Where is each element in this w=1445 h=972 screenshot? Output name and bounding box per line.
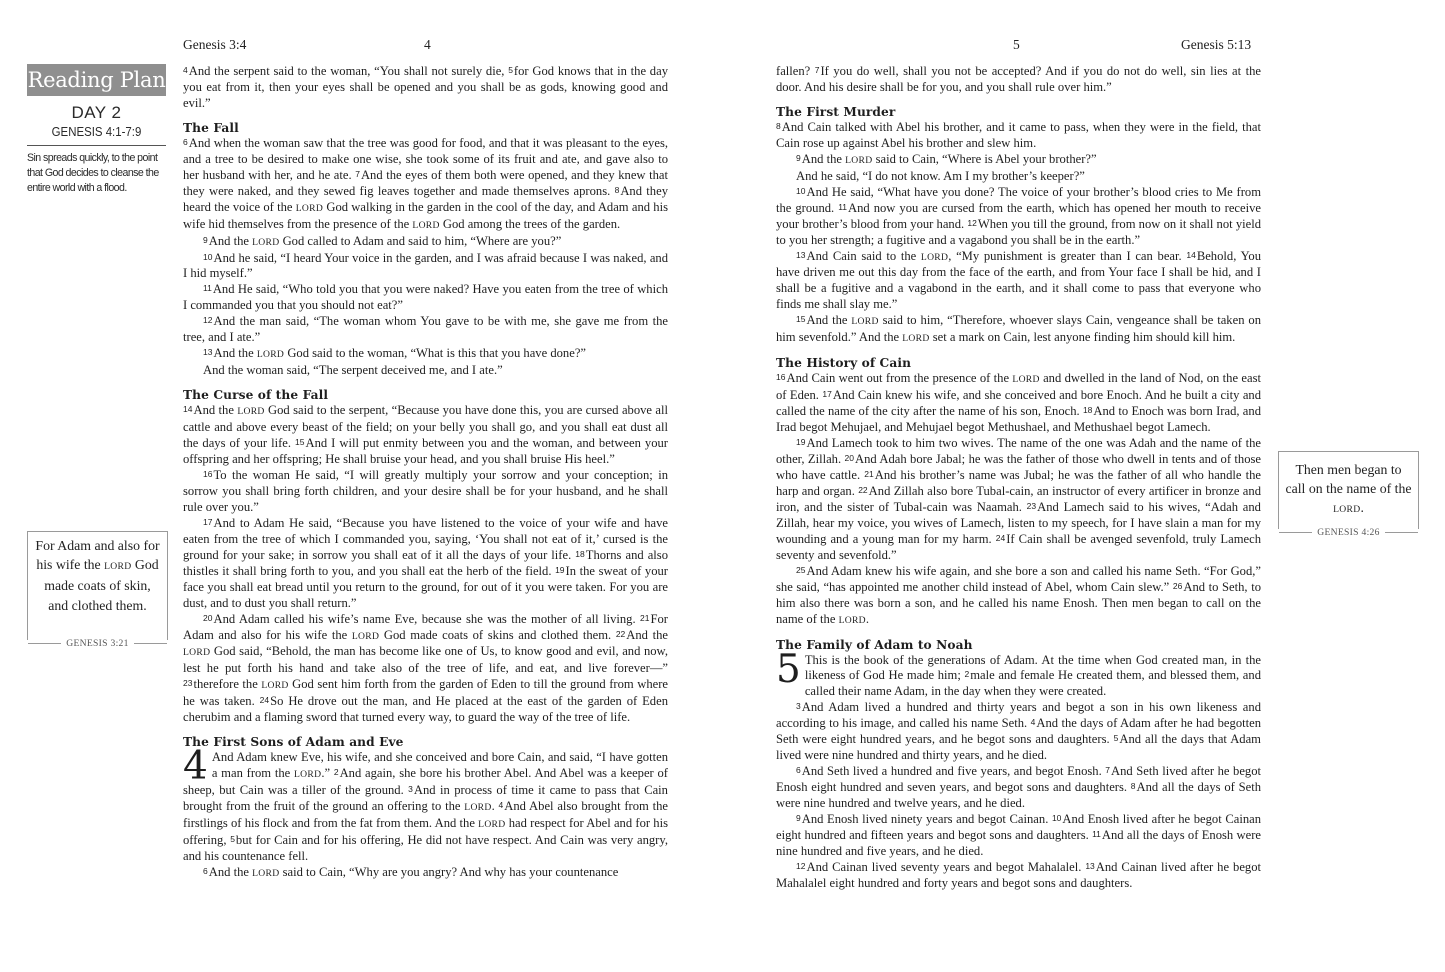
quote-reference-right: GENESIS 4:26 xyxy=(1279,527,1418,538)
verse-paragraph: $^{10}$And He said, “What have you done? The voice of your brother’s blood cries to Me from the ground. $^{11}$And now you are cursed from the earth, which has opened her mouth to receive your brother’s blood from your hand. $^{12}$When you till the ground, from now on it shall not yield to you her strength; a fugitive and a vagabond you shall be in the earth.” xyxy=(776,184,1262,247)
verse-paragraph: fallen? $^7$If you do well, shall you not be accepted? And if you do not do well, sin lies at the door. And his desire shall be for you, and you shall rule over him.” xyxy=(776,64,1261,94)
verse-paragraph: $^{10}$And he said, “I heard Your voice in the garden, and I was afraid because I was naked, and I hid myself.” xyxy=(183,250,668,281)
verse-paragraph: And he said, “I do not know. Am I my brother’s keeper?” xyxy=(796,168,1085,183)
verse-paragraph: $^{12}$And the man said, “The woman whom You gave to be with me, she gave me from the tree, and I ate.” xyxy=(183,314,668,345)
verse-paragraph: 5 This is the book of the generations of Adam. At the time when God created man, in the likeness of God He made him; $^2$male and female He created them, and blessed them, and called their name Adam, in the day when they were created. xyxy=(776,646,1261,699)
verse-paragraph: $^9$And the LORD God called to Adam and said to him, “Where are you?” xyxy=(203,233,562,248)
section-heading-fall: The Fall xyxy=(183,120,239,135)
verse-paragraph: $^6$And the LORD said to Cain, “Why are you angry? And why has your countenance xyxy=(203,864,619,879)
verse-paragraph: $^6$And Seth lived a hundred and five years, and begot Enosh. $^7$And Seth lived after he begot Enosh eight hundred and seven years, and begot sons and daughters. $^8$And all the days of Seth were nine hundred and twelve years, and he died. xyxy=(776,764,1261,811)
verse-paragraph: And the woman said, “The serpent deceived me, and I ate.” xyxy=(203,363,503,378)
verse-paragraph: $^8$And Cain talked with Abel his brother, and it came to pass, when they were in the field, that Cain rose up against Abel his brother and slew him. xyxy=(776,119,1261,150)
verse-paragraph: $^{19}$And Lamech took to him two wives. The name of the one was Adah and the name of the other, Zillah. $^{20}$And Adah bore Jabal; he was the father of those who dwell in tents and of those who have cattle. $^{21}$And his brother’s name was Jubal; he was the father of all who handle the harp and organ. $^{22}$And Zillah also bore Tubal-cain, an instructor of every artificer in bronze and iron, and the sister of Tubal-cain was Naamah. $^{23}$And Lamech said to his wives, “Adah and Zillah, hear my voice, you wives of Lamech, listen to my speech, for I have slain a man for my wounding and a young man for my harm. $^{24}$If Cain shall be avenged sevenfold, truly Lamech seventy and sevenfold.” xyxy=(776,436,1262,562)
scripture-column-right xyxy=(776,64,1261,892)
verse-paragraph: $^{15}$And the LORD said to him, “Therefore, whoever slays Cain, vengeance shall be taken on him sevenfold.” And the LORD set a mark on Cain, lest anyone finding him should kill him. xyxy=(776,313,1261,345)
quote-box-left xyxy=(27,531,168,649)
quote-reference-left: GENESIS 3:21 xyxy=(28,638,167,649)
reading-plan-note: Sin spreads quickly, to the point that God decides to cleanse the entire world with a flood. xyxy=(27,152,159,194)
right-page xyxy=(722,0,1445,972)
page-number-right: 5 xyxy=(1013,37,1020,52)
quote-box-right xyxy=(1278,451,1419,538)
verse-paragraph: $^{14}$And the LORD God said to the serpent, “Because you have done this, you are cursed above all cattle and above every beast of the field; on your belly you shall go, and you shall eat dust all the days of your life. $^{15}$And I will put enmity between you and the woman, and between your offspring and her offspring; He shall bruise your head, and you shall bruise His heel.” xyxy=(183,403,668,467)
reading-plan-reference: GENESIS 4:1-7:9 xyxy=(51,124,142,139)
verse-paragraph: $^6$And when the woman saw that the tree was good for food, and that it was pleasant to the eyes, and a tree to be desired to make one wise, she took some of its fruit and ate, and gave also to her husband with her, and he ate. $^7$And the eyes of them both were opened, and they knew that they were naked, and they sewed fig leaves together and made themselves aprons. $^8$And they heard the voice of the LORD God walking in the garden in the cool of the day, and Adam and his wife hid themselves from the presence of the LORD God among the trees of the garden. xyxy=(183,135,668,231)
section-heading-first-murder: The First Murder xyxy=(776,104,896,119)
verse-paragraph: $^{16}$And Cain went out from the presence of the LORD and dwelled in the land of Nod, on the east of Eden. $^{17}$And Cain knew his wife, and she conceived and bore Enoch. And he built a city and called the name of the city after the name of his son, Enoch. $^{18}$And to Enoch was born Irad, and Irad begot Mehujael, and Mehujael begot Methushael, and Methushael begot Lamech. xyxy=(776,371,1261,435)
verse-paragraph: $^{17}$And to Adam He said, “Because you have listened to the voice of your wife and have eaten from the tree of which I commanded you, saying, ‘You shall not eat of it,’ cursed is the ground for your sake; in sorrow you shall eat of it all the days of your life. $^{18}$Thorns and also thistles it shall bring forth to you, and you shall eat the herb of the field. $^{19}$In the sweat of your face you shall eat bread until you return to the ground, for out of it you were taken. For you are dust, and to dust you shall return.” xyxy=(183,515,668,610)
quote-text-left: For Adam and also for his wife the LORD God made coats of skin, and clothed them. xyxy=(35,538,160,613)
verse-paragraph: $^{20}$And Adam called his wife’s name Eve, because she was the mother of all living. $^{21}$For Adam and also for his wife the LORD God made coats of skins and clothed them. $^{22}$And the LORD God said, “Behold, the man has become like one of Us, to know good and evil, and now, lest he put forth his hand and take also of the tree of life, and eat, and live forever—” $^{23}$therefore the LORD God sent him forth from the garden of Eden to till the ground from where he was taken. $^{24}$So He drove out the man, and He placed at the east of the garden of Eden cherubim and a flaming sword that turned every way, to guard the way of the tree of life. xyxy=(183,611,668,725)
verse-paragraph: $^{16}$To the woman He said, “I will greatly multiply your sorrow and your conception; in sorrow you shall bring forth children, and your desire shall be for your husband, and he shall rule over you.” xyxy=(183,467,668,514)
reading-plan-divider xyxy=(27,145,166,146)
verse-paragraph: $^{11}$And He said, “Who told you that you were naked? Have you eaten from the tree of which I commanded you that you should not eat?” xyxy=(183,282,668,313)
quote-text-right: Then men began to call on the name of the LORD. xyxy=(1285,462,1412,516)
section-heading-curse: The Curse of the Fall xyxy=(183,388,329,403)
page-number-left: 4 xyxy=(424,37,431,52)
verse-paragraph: $^{13}$And the LORD God said to the woman, “What is this that you have done?” xyxy=(203,346,586,361)
verse-paragraph: $^4$And the serpent said to the woman, “You shall not surely die, $^5$for God knows that in the day you eat from it, then your eyes shall be opened and you shall be as gods, knowing good and evil.” xyxy=(183,64,668,110)
section-heading-family-adam: The Family of Adam to Noah xyxy=(776,637,973,652)
verse-paragraph: $^3$And Adam lived a hundred and thirty years and begot a son in his own likeness and according to his image, and called his name Seth. $^4$And the days of Adam after he had begotten Seth were eight hundred years, and he begot sons and daughters. $^5$And all the days that Adam lived were nine hundred and thirty years, and he died. xyxy=(776,700,1262,763)
chapter-number-4: 4 xyxy=(183,744,208,790)
reading-plan-banner: Reading Plan xyxy=(27,64,166,96)
left-page xyxy=(0,0,722,972)
reading-plan-day: DAY 2 xyxy=(71,103,122,122)
verse-paragraph: $^{13}$And Cain said to the LORD, “My punishment is greater than I can bear. $^{14}$Behold, You have driven me out this day from the face of the earth, and from Your face I shall be hid, and I shall be a fugitive and a vagabond in the earth, and it shall come to pass that everyone who finds me shall slay me.” xyxy=(776,248,1261,312)
scripture-column-left xyxy=(183,64,668,882)
section-heading-history-cain: The History of Cain xyxy=(776,356,912,371)
running-head-right: Genesis 5:13 xyxy=(1181,37,1252,52)
section-heading-first-sons: The First Sons of Adam and Eve xyxy=(183,735,404,750)
verse-paragraph: $^9$And Enosh lived ninety years and begot Cainan. $^{10}$And Enosh lived after he begot Cainan eight hundred and fifteen years and begot sons and daughters. $^{11}$And all the days of Enosh were nine hundred and five years, and he died. xyxy=(776,812,1261,858)
verse-paragraph: $^{25}$And Adam knew his wife again, and she bore a son and called his name Seth. “For God,” she said, “has appointed me another child instead of Abel, whom Cain slew.” $^{26}$And to Seth, to him also there was born a son, and he called his name Enosh. Then men began to call on the name of the LORD. xyxy=(776,563,1261,626)
verse-paragraph: $^{12}$And Cainan lived seventy years and begot Mahalalel. $^{13}$And Cainan lived after he begot Mahalalel eight hundred and forty years and begot sons and daughters. xyxy=(776,859,1261,890)
running-head-left: Genesis 3:4 xyxy=(183,37,247,52)
verse-paragraph: 4 And Adam knew Eve, his wife, and she conceived and bore Cain, and said, “I have gotten a man from the LORD.” $^2$And again, she bore his brother Abel. And Abel was a keeper of sheep, but Cain was a tiller of the ground. $^3$And in process of time it came to pass that Cain brought from the fruit of the ground an offering to the LORD. $^4$And Abel also brought from the firstlings of his flock and from the fat from them. And the LORD had respect for Abel and for his offering, $^5$but for Cain and for his offering, He did not have respect. And Cain was very angry, and his countenance fell. xyxy=(183,744,668,863)
chapter-number-5: 5 xyxy=(776,646,801,692)
verse-paragraph: $^9$And the LORD said to Cain, “Where is Abel your brother?” xyxy=(796,151,1097,166)
